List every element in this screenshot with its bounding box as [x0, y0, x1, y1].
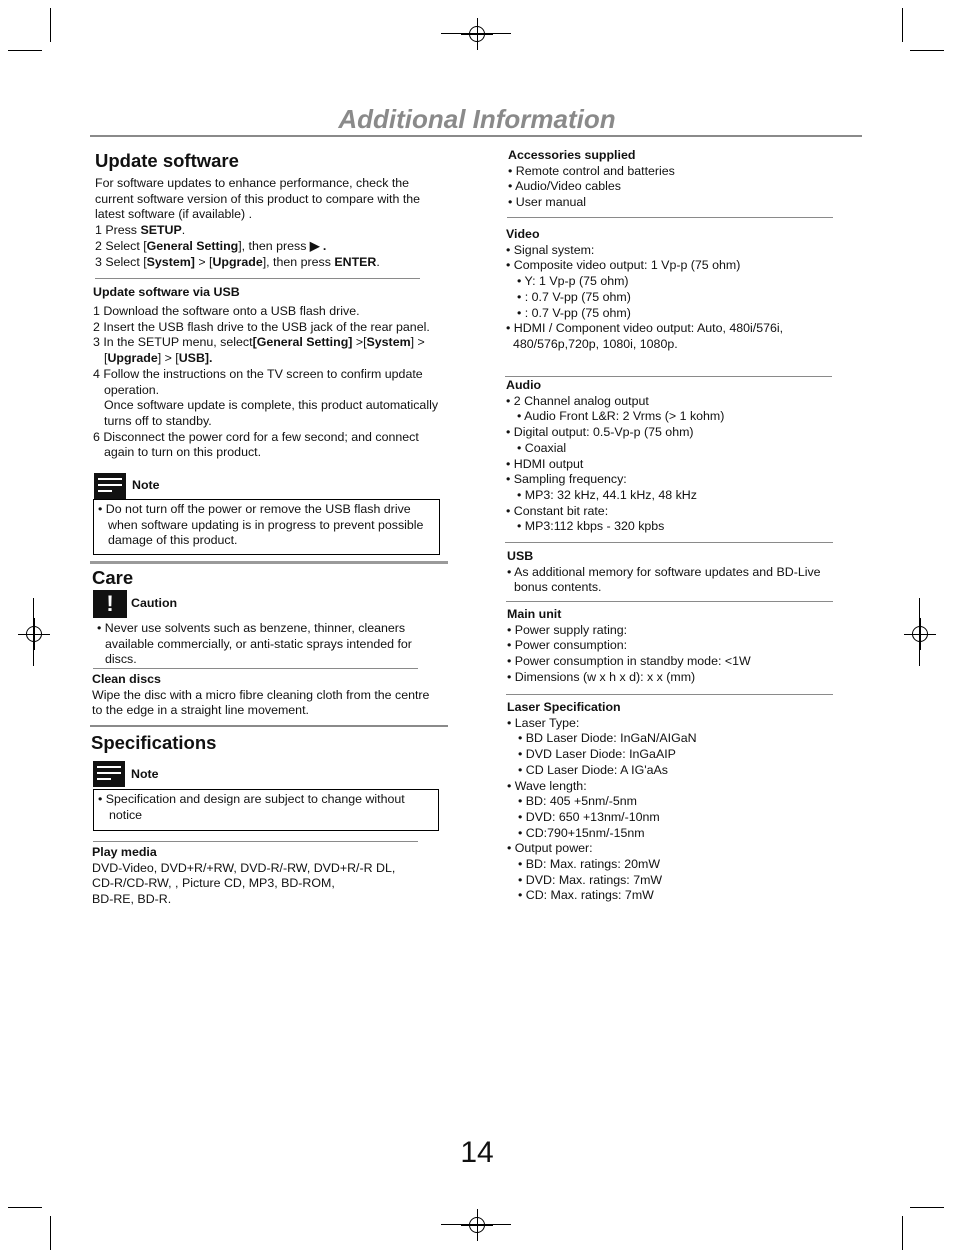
list-item: • CD:790+15nm/-15nm [518, 825, 645, 840]
text-line: 4 Follow the instructions on the TV screen to confirm update [93, 366, 423, 381]
list-item: • BD: 405 +5nm/-5nm [518, 794, 638, 809]
text-line: again to turn on this product. [104, 445, 262, 460]
text-line: DVD-Video, DVD+R/+RW, DVD-R/-RW, DVD+R/-R DL, [92, 860, 396, 875]
text-line: when software updating is in progress to prevent possible [108, 517, 424, 532]
usb-section [507, 549, 821, 596]
note-box [93, 499, 440, 555]
text-line: • Do not turn off the power or remove the USB flash drive [98, 502, 411, 516]
text: SETUP [140, 223, 182, 238]
audio-heading: Audio [506, 378, 542, 392]
list-item: 480/576p,720p, 1080i, 1080p. [513, 336, 678, 351]
step-2 [95, 239, 420, 255]
title-divider [90, 135, 862, 137]
registration-mark-icon [461, 18, 493, 50]
list-item: • Constant bit rate: [506, 503, 609, 518]
text-line: discs. [105, 652, 137, 667]
text: ], then press [238, 238, 310, 253]
clean-discs-section [92, 672, 429, 719]
registration-mark-icon [461, 1209, 493, 1241]
text: General Setting [146, 238, 239, 253]
text-line: 6 Disconnect the power cord for a few second; and connect [93, 429, 419, 444]
list-item: • CD: Max. ratings: 7mW [518, 888, 654, 903]
note-box [93, 789, 439, 831]
page-title: Additional Information [338, 104, 616, 134]
divider [505, 376, 832, 377]
text: USB [178, 351, 205, 366]
text-line: operation. [104, 382, 160, 397]
list-item: • Coaxial [517, 440, 567, 455]
list-item: • DVD: 650 +13nm/-10nm [518, 809, 660, 824]
list-item: • Y: 1 Vp-p (75 ohm) [517, 274, 629, 289]
main-unit-section [507, 607, 751, 686]
divider [505, 542, 833, 543]
divider [506, 601, 833, 602]
text: Upgrade [107, 351, 158, 366]
usb-update-section [93, 285, 240, 301]
care-heading: Care [92, 567, 134, 588]
text-line: notice [109, 807, 143, 822]
clean-discs-heading: Clean discs [92, 672, 161, 686]
crop-mark [902, 1216, 903, 1250]
usb-update-heading: Update software via USB [93, 285, 240, 299]
list-item: • BD Laser Diode: InGaN/AIGaN [518, 731, 697, 746]
list-item: • 2 Channel analog output [506, 393, 649, 408]
usb-heading: USB [507, 549, 534, 563]
list-item: • Digital output: 0.5-Vp-p (75 ohm) [506, 425, 694, 440]
list-item: • MP3: 32 kHz, 44.1 kHz, 48 kHz [517, 487, 697, 502]
list-item: • Output power: [507, 841, 593, 856]
list-item: • Power consumption: [507, 638, 628, 653]
text-line: to the edge in a straight line movement. [92, 703, 309, 718]
video-heading: Video [506, 227, 540, 241]
update-software-heading: Update software [95, 150, 239, 171]
text-line: latest software (if available) . [95, 207, 253, 222]
text-line: 1 Download the software onto a USB flash drive. [93, 304, 360, 318]
list-item: • Audio Front L&R: 2 Vrms (> 1 kohm) [517, 409, 725, 424]
list-item: • : 0.7 V-pp (75 ohm) [517, 289, 631, 304]
list-item: • Sampling frequency: [506, 472, 627, 487]
crop-mark [50, 8, 51, 42]
text-line: Once software update is complete, this product automatically [104, 398, 439, 413]
divider [95, 278, 420, 279]
list-item: • Audio/Video cables [508, 179, 621, 194]
text-line: Wipe the disc with a micro fibre cleaning cloth from the centre [92, 687, 430, 702]
text-line: current software version of this product to compare with the [95, 191, 421, 206]
specifications-section [91, 732, 216, 754]
caution-icon: ! [93, 590, 127, 618]
usb-update-steps [93, 304, 438, 461]
text: 3 Select [ [95, 254, 147, 269]
text-line: • Specification and design are subject to change without [98, 792, 405, 806]
text: ]. [204, 351, 213, 366]
video-section [506, 227, 783, 353]
crop-mark [8, 50, 42, 51]
note-label: Note [131, 767, 159, 781]
caution-label: Caution [131, 596, 178, 610]
list-item: • Power supply rating: [507, 622, 628, 637]
laser-heading: Laser Specification [507, 700, 621, 714]
text: ] > [410, 335, 425, 350]
caution-text [97, 621, 412, 668]
section-divider [90, 725, 448, 727]
text: ENTER [334, 254, 377, 269]
audio-section [506, 378, 724, 535]
list-item: • Dimensions (w x h x d): x x (mm) [507, 669, 696, 684]
list-item: • Wave length: [507, 778, 587, 793]
play-arrow-icon: ▶ . [309, 238, 327, 253]
list-item: • Laser Type: [507, 715, 580, 730]
divider [93, 841, 418, 842]
text: [ [104, 351, 108, 366]
crop-mark [441, 1224, 511, 1225]
step-3 [95, 255, 420, 271]
text-line: available commercially, or anti-static sprays intended for [105, 636, 412, 651]
list-item: • HDMI / Component video output: Auto, 480i/576i, [506, 321, 784, 336]
crop-mark [910, 50, 944, 51]
list-item: • Composite video output: 1 Vp-p (75 ohm) [506, 258, 741, 273]
text-line [93, 351, 438, 367]
accessories-heading: Accessories supplied [508, 148, 636, 162]
list-item: • MP3:112 kbps - 320 kpbs [517, 519, 665, 534]
list-item: • HDMI output [506, 456, 584, 471]
text-line: damage of this product. [108, 533, 238, 548]
text-line: For software updates to enhance performance, check the [95, 176, 410, 190]
divider [507, 217, 833, 218]
text: Upgrade [212, 254, 263, 269]
crop-mark [8, 1207, 42, 1208]
text: [General Setting] [252, 335, 353, 350]
note-icon [94, 473, 126, 499]
play-media-section [92, 845, 395, 908]
text-line: 2 Insert the USB flash drive to the USB jack of the rear panel. [93, 319, 430, 334]
crop-mark [910, 1207, 944, 1208]
update-intro [95, 176, 420, 270]
text-line: CD-R/CD-RW, , Picture CD, MP3, BD-ROM, [92, 876, 335, 891]
registration-mark-icon [904, 618, 936, 650]
text: . [376, 254, 380, 269]
list-item: • DVD Laser Diode: InGaAIP [518, 747, 676, 762]
list-item: • CD Laser Diode: A IG'aAs [518, 762, 668, 777]
text: 1 Press [95, 223, 141, 238]
registration-mark-icon [18, 618, 50, 650]
divider [506, 694, 833, 695]
list-item: • User manual [508, 195, 587, 210]
list-item: • : 0.7 V-pp (75 ohm) [517, 305, 631, 320]
text: ] > [ [157, 351, 179, 366]
text: >[ [352, 335, 367, 350]
crop-mark [902, 8, 903, 42]
text: 3 In the SETUP menu, select [93, 335, 253, 350]
list-item: • DVD: Max. ratings: 7mW [518, 872, 663, 887]
list-item: • As additional memory for software updates and BD-Live [507, 564, 821, 579]
text-line: BD-RE, BD-R. [92, 892, 172, 907]
text: ], then press [262, 254, 335, 269]
care-section [92, 567, 133, 589]
text: . [181, 223, 186, 238]
specifications-heading: Specifications [91, 732, 217, 753]
section-divider [90, 561, 448, 564]
crop-mark [441, 33, 511, 34]
text-line: turns off to standby. [104, 413, 212, 428]
text: 2 Select [ [95, 238, 147, 253]
crop-mark [919, 598, 920, 666]
note-icon [93, 761, 125, 787]
text-line: • Never use solvents such as benzene, thinner, cleaners [97, 621, 406, 635]
text: System] [146, 254, 195, 269]
list-item: • BD: Max. ratings: 20mW [518, 857, 661, 872]
text: > [ [194, 254, 213, 269]
laser-section [507, 700, 697, 904]
list-item: • Signal system: [506, 242, 595, 257]
play-media-heading: Play media [92, 845, 157, 859]
step-1 [95, 223, 420, 239]
update-software-section [95, 150, 239, 172]
divider [93, 668, 418, 669]
main-unit-heading: Main unit [507, 607, 562, 621]
list-item: • Remote control and batteries [508, 163, 675, 178]
crop-mark [33, 598, 34, 666]
page-number: 14 [460, 1136, 494, 1169]
accessories-section [508, 148, 675, 211]
note-label: Note [132, 478, 160, 492]
list-item: bonus contents. [514, 580, 602, 595]
list-item: • Power consumption in standby mode: <1W [507, 654, 751, 669]
crop-mark [50, 1216, 51, 1250]
text: System [366, 335, 411, 350]
text-line [93, 335, 438, 351]
